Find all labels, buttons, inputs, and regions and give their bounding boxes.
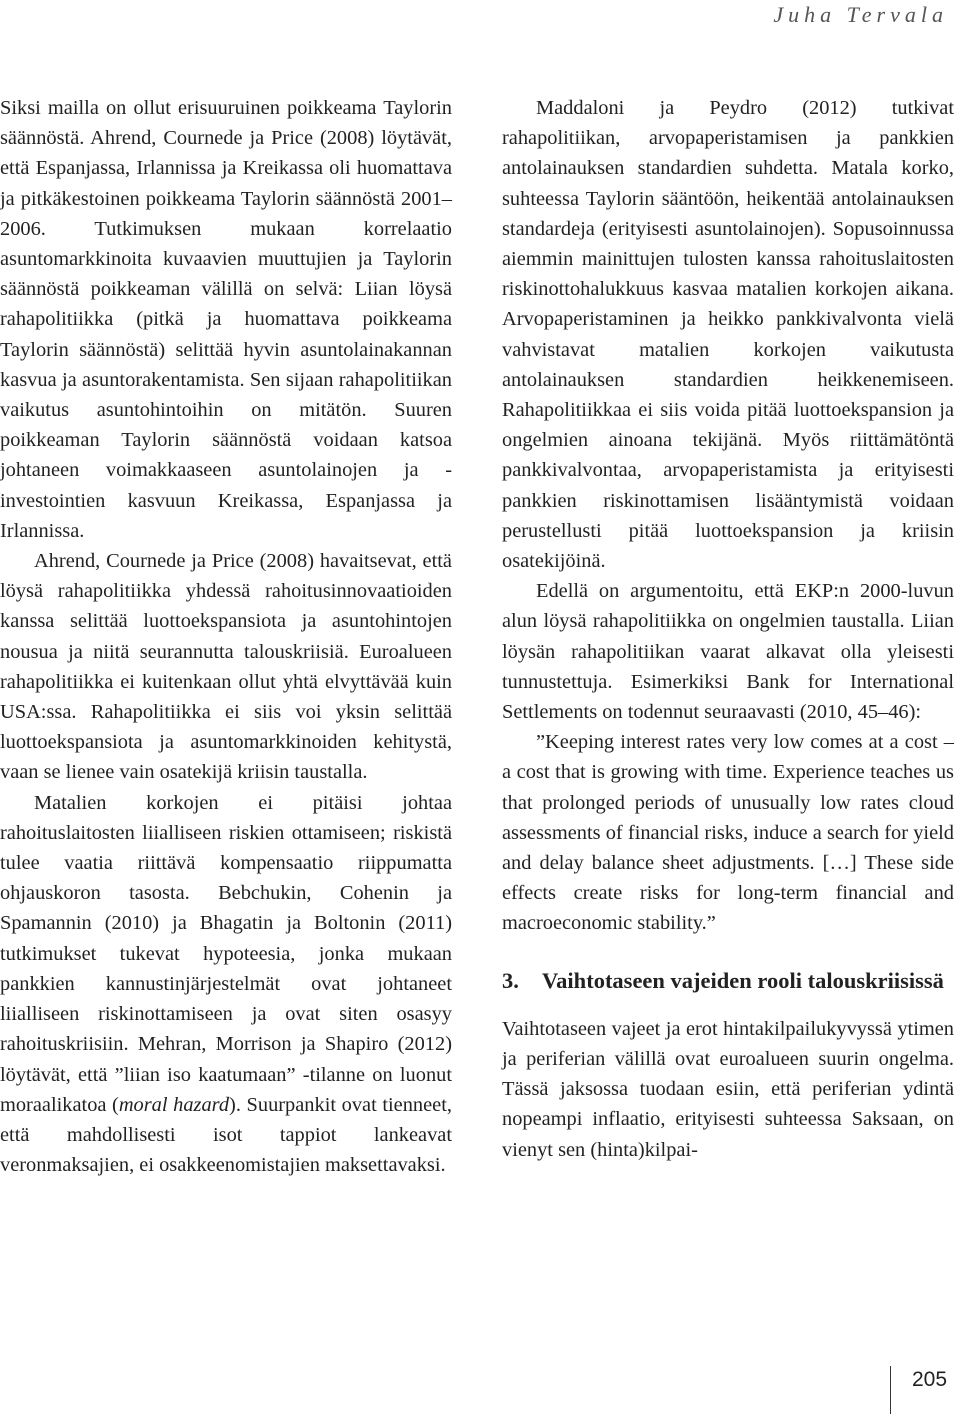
paragraph-text: ). Suurpankit ovat tienneet, että mahdollisesti isot tappiot lankeavat veronmaksajien, ei osakkeenomistajien maksettavaksi. (0, 1093, 452, 1177)
body-paragraph: Maddaloni ja Peydro (2012) tutkivat rahapolitiikan, arvopaperistamisen ja pankkien antolainauksen standardien suhdetta. Matala korko, suhteessa Taylorin sääntöön, heikentää antolainauksen standardeja (erityisesti asuntolainojen). Sopusoinnussa aiemmin mainittujen tulosten kanssa rahoituslaitosten riskinottohalukkuus kasvaa matalien korkojen aikana. Arvopaperistaminen ja heikko pankkivalvonta vielä vahvistavat matalien korkojen vaikutusta antolainauksen standardien heikkenemiseen. Rahapolitiikkaa ei siis voida pitää luottoekspansion ja ongelmien ainoana tekijänä. Myös riittämätöntä pankkivalvontaa, arvopaperistamista ja erityisesti pankkien riskinottamisen lisääntymistä voidaan perustellusti pitää luottoekspansion ja kriisin osatekijöinä. (502, 97, 954, 573)
body-paragraph: Ahrend, Cournede ja Price (2008) havaitsevat, että löysä rahapolitiikka yhdessä rahoitusinnovaatioiden kanssa selittää luottoekspansiota ja asuntohintojen nousua ja niitä seurannutta talouskriisiä. Euroalueen rahapolitiikka ei kuitenkaan ollut yhtä elvyttävää kuin USA:ssa. Rahapolitiikka ei siis voi yksin selittää luottoekspansiota ja asuntomarkkinoiden kehitystä, vaan se lienee vain osatekijä kriisin taustalla. (0, 550, 452, 784)
body-paragraph: Siksi mailla on ollut erisuuruinen poikkeama Taylorin säännöstä. Ahrend, Cournede ja Price (2008) löytävät, että Espanjassa, Irlannissa ja Kreikassa oli huomattava ja pitkäkestoinen poikkeama Taylorin säännöstä 2001–2006. Tutkimuksen mukaan korrelaatio asuntomarkkinoita kuvaavien muuttujien ja Taylorin säännöstä poikkeaman välillä on selvä: Liian löysä rahapolitiikka (pitkä ja huomattava poikkeama Taylorin säännöstä) selittää hyvin asuntolainakannan kasvua ja asuntorakentamista. Sen sijaan rahapolitiikan vaikutus asuntohintoihin on mitätön. Suuren poikkeaman Taylorin säännöstä voidaan katsoa johtaneen voimakkaaseen asuntolainojen ja -investointien kasvuun Kreikassa, Espanjassa ja Irlannissa. (0, 97, 452, 542)
right-column (502, 93, 954, 1165)
body-paragraph: Vaihtotaseen vajeet ja erot hintakilpailukyvyssä ytimen ja periferian välillä ovat euroalueen suurin ongelma. Tässä jaksossa tuodaan esiin, että periferian ydintä nopeampi inflaatio, erityisesti suhteessa Saksaan, on vienyt sen (hinta)kilpai- (502, 1017, 954, 1161)
section-heading (502, 965, 954, 996)
body-paragraph (0, 788, 452, 1181)
block-quote: ”Keeping interest rates very low comes at a cost – a cost that is growing with time. Experience teaches us that prolonged periods of unusually low rates cloud assessments of financial risks, induce a search for yield and delay balance sheet adjustments. […] These side effects create risks for long-term financial and macroeconomic stability.” (502, 731, 954, 935)
paragraph-text: Matalien korkojen ei pitäisi johtaa rahoituslaitosten liialliseen riskien ottamiseen; riskistä tulee vaatia riittävä kompensaatio riippumatta ohjauskoron tasosta. Bebchukin, Cohenin ja Spamannin (2010) ja Bhagatin ja Boltonin (2011) tutkimukset tukevat hypoteesia, jonka mukaan pankkien kannustinjärjestelmät ovat johtaneet liialliseen riskinottamiseen ja ovat siten osasyy rahoituskriisiin. Mehran, Morrison ja Shapiro (2012) löytävät, että ”liian iso kaatumaan” -tilanne on luonut moraalikatoa ( (0, 791, 452, 1116)
italic-term: moral hazard (118, 1093, 230, 1116)
section-number: 3. (502, 967, 519, 993)
running-head: Juha Tervala (773, 2, 948, 27)
page-number: 205 (912, 1368, 948, 1391)
section-title: Vaihtotaseen vajeiden rooli talouskriisissä (542, 967, 944, 993)
page-number-rule (890, 1366, 891, 1414)
left-column (0, 93, 452, 1180)
body-paragraph: Edellä on argumentoitu, että EKP:n 2000-luvun alun löysä rahapolitiikka on ongelmien taustalla. Liian löysän rahapolitiikan vaarat alkavat olla yleisesti tunnustettuja. Esimerkiksi Bank for International Settlements on todennut seuraavasti (2010, 45–46): (502, 580, 954, 724)
